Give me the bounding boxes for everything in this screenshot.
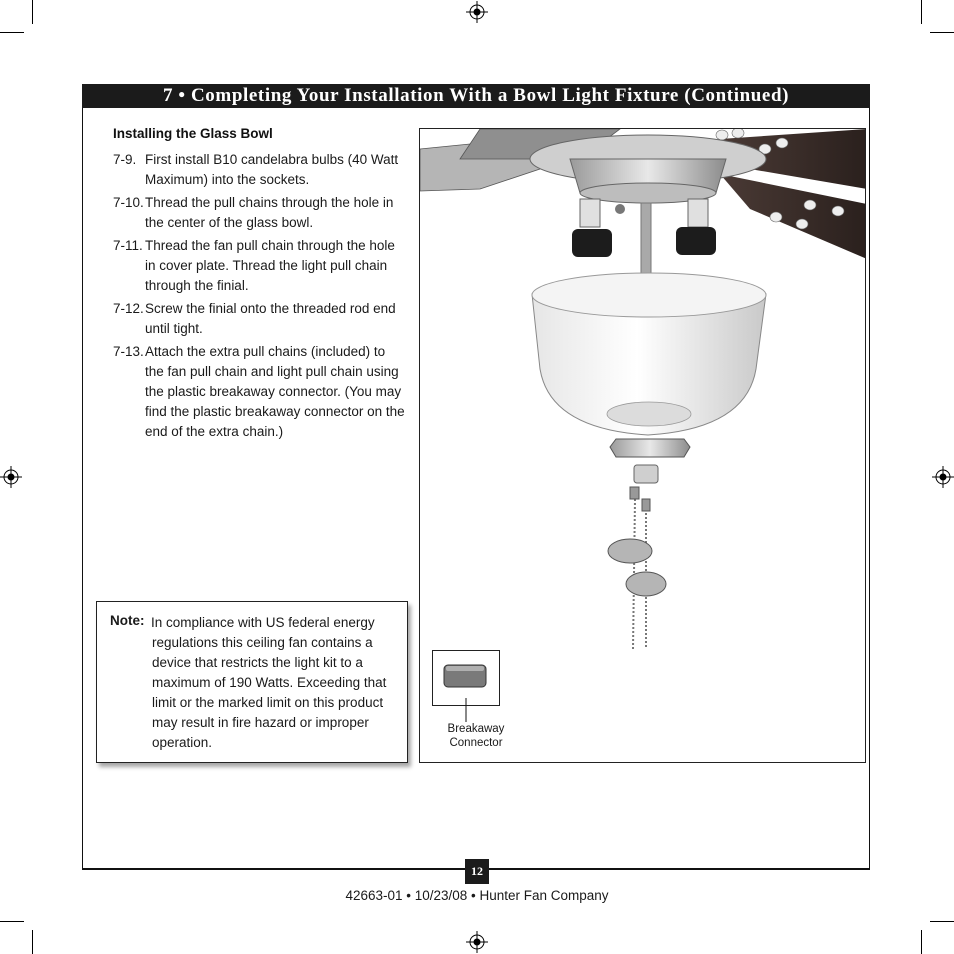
step-text: Thread the fan pull chain through the hole in cover plate. Thread the light pull chain through the finial.: [145, 238, 395, 293]
section-header: 7 • Completing Your Installation With a Bowl Light Fixture (Continued): [82, 84, 870, 108]
step-text: First install B10 candelabra bulbs (40 Watt Maximum) into the sockets.: [145, 152, 399, 187]
registration-mark-icon: [932, 466, 954, 488]
crop-mark: [0, 32, 24, 33]
step-number: 7-11.: [113, 238, 143, 253]
caption-leader-line: [462, 698, 470, 722]
registration-mark-icon: [466, 931, 488, 953]
subsection-title: Installing the Glass Bowl: [113, 126, 273, 141]
step-item: [113, 299, 405, 339]
step-number: 7-12.: [113, 301, 144, 316]
caption-line: Breakaway: [447, 723, 505, 735]
footer-text: 42663-01 • 10/23/08 • Hunter Fan Company: [345, 888, 609, 903]
registration-mark-icon: [0, 466, 22, 488]
step-item: [113, 342, 405, 442]
step-number: 7-10.: [113, 195, 144, 210]
crop-mark: [32, 930, 33, 954]
step-item: [113, 236, 405, 296]
crop-mark: [32, 0, 33, 24]
note-text: In compliance with US federal energy regulations this ceiling fan contains a device that restricts the light kit to a maximum of 190 Watts. Exceeding that limit or the marked limit on this product may result in fire hazard or improper operation.: [151, 615, 387, 750]
crop-mark: [921, 930, 922, 954]
crop-mark: [0, 921, 24, 922]
crop-mark: [930, 921, 954, 922]
step-number: 7-13.: [113, 344, 144, 359]
registration-mark-icon: [466, 1, 488, 23]
step-text: Attach the extra pull chains (included) to the fan pull chain and light pull chain using the plastic breakaway connector. (You may find the plastic breakaway connector on the end of the extra chain.): [145, 344, 405, 439]
step-text: Thread the pull chains through the hole in the center of the glass bowl.: [145, 195, 394, 230]
caption-line: Connector: [449, 737, 503, 749]
step-item: [113, 150, 405, 190]
step-list: [113, 150, 405, 445]
step-item: [113, 193, 405, 233]
step-text: Screw the finial onto the threaded rod end until tight.: [145, 301, 396, 336]
breakaway-connector-caption: [436, 722, 516, 750]
page-number: 12: [465, 859, 489, 884]
crop-mark: [930, 32, 954, 33]
note-label: Note:: [110, 613, 145, 628]
step-number: 7-9.: [113, 152, 137, 167]
note-box: [96, 601, 408, 763]
breakaway-connector-icon: [433, 651, 499, 705]
crop-mark: [921, 0, 922, 24]
